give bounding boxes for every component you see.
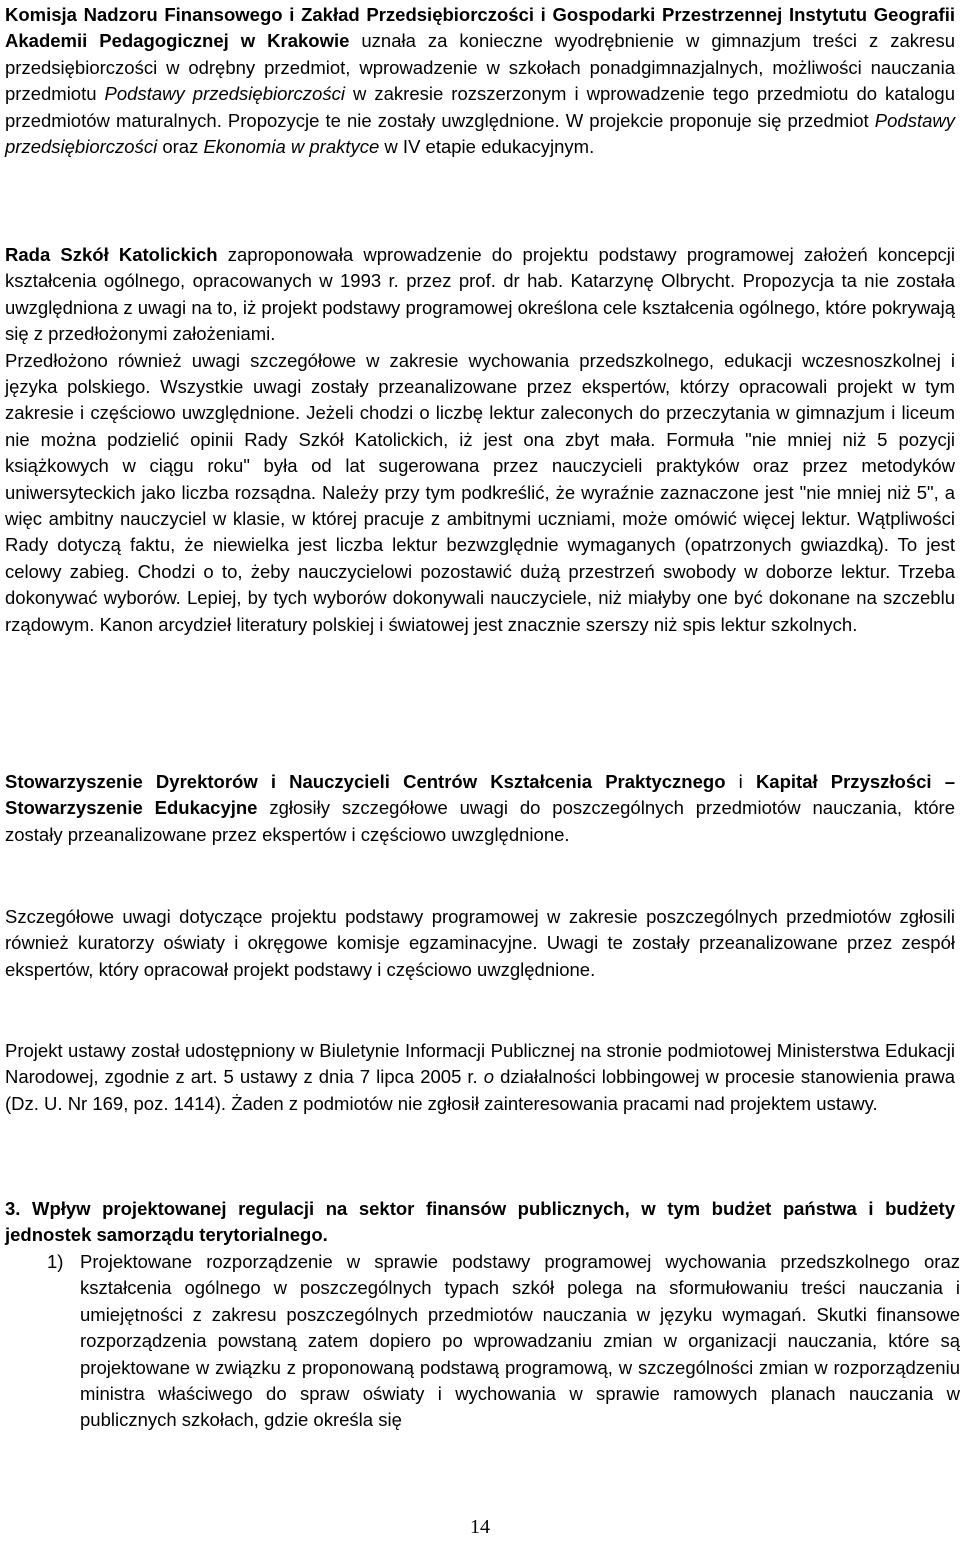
catholic-schools-name: Rada Szkół Katolickich: [5, 244, 218, 265]
association-2-name: Kapitał Przyszłości – Stowarzyszenie Edukacyjne: [5, 771, 955, 819]
commission-name: Komisja Nadzoru Finansowego i Zakład Przedsiębiorczości i Gospodarki Przestrzennej Instytutu Geografii Akademii Pedagogicznej w Krakowie: [5, 4, 955, 52]
paragraph-curators: Szczegółowe uwagi dotyczące projektu podstawy programowej w zakresie poszczególnych przedmiotów zgłosili również kuratorzy oświaty i okręgowe komisje egzaminacyjne. Uwagi te zostały przeanalizowane przez zespół ekspertów, który opracował projekt podstawy i częściowo uwzględnione.: [5, 906, 955, 980]
list-item-number: 1): [47, 1251, 64, 1272]
paragraph-lobbying: Projekt ustawy został udostępniony w Biuletynie Informacji Publicznej na stronie podmiotowej Ministerstwa Edukacji Narodowej, zgodnie z art. 5 ustawy z dnia 7 lipca 2005 r. o działalności lobbingowej w procesie stanowienia prawa (Dz. U. Nr 169, poz. 1414). Żaden z podmiotów nie zgłosił zainteresowania pracami nad projektem ustawy.: [5, 1040, 956, 1114]
association-1-name: Stowarzyszenie Dyrektorów i Nauczycieli Centrów Kształcenia Praktycznego: [5, 771, 726, 792]
list-item-text: Projektowane rozporządzenie w sprawie podstawy programowej wychowania przedszkolnego oraz kształcenia ogólnego w poszczególnych typach szkół polega na sformułowaniu treści nauczania i umiejętności z zakresu poszczególnych przedmiotów nauczania w języku wymagań. Skutki finansowe rozporządzenia powstaną zatem dopiero po wprowadzaniu zmian w organizacji nauczania, które są projektowane w związku z proponowaną podstawą programową, w szczególności zmian w rozporządzeniu ministra właściwego do spraw oświaty i wychowania w sprawie ramowych planach nauczania w publicznych szkołach, gdzie określa się: [80, 1251, 960, 1431]
section-3-heading: 3. Wpływ projektowanej regulacji na sektor finansów publicznych, w tym budżet państwa i budżety jednostek samorządu terytorialnego.: [5, 1198, 955, 1246]
page-number: 14: [470, 1516, 490, 1538]
paragraph-associations: Stowarzyszenie Dyrektorów i Nauczycieli Centrów Kształcenia Praktycznego i Kapitał Przyszłości – Stowarzyszenie Edukacyjne zgłosiły szczegółowe uwagi do poszczególnych przedmiotów nauczania, które zostały przeanalizowane przez ekspertów i częściowo uwzględnione.: [5, 771, 955, 845]
paragraph-catholic-schools: Rada Szkół Katolickich zaproponowała wprowadzenie do projektu podstawy programowej założeń koncepcji kształcenia ogólnego, opracowanych w 1993 r. przez prof. dr hab. Katarzynę Olbrycht. Propozycja ta nie została uwzględniona z uwagi na to, iż projekt podstawy programowej określona cele kształcenia ogólnego, które pokrywają się z przedłożonymi założeniami. Przedłożono również uwagi szczegółowe w zakresie wychowania przedszkolnego, edukacji wczesnoszkolnej i języka polskiego. Wszystkie uwagi zostały przeanalizowane przez ekspertów, którzy opracowali projekt w tym zakresie i częściowo uwzględnione. Jeżeli chodzi o liczbę lektur zaleconych do przeczytania w gimnazjum i liceum nie można podzielić opinii Rady Szkół Katolickich, iż jest ona zbyt mała. Formuła "nie mniej niż 5 pozycji książkowych w ciągu roku" była od lat sugerowana przez nauczycieli praktyków oraz przez metodyków uniwersyteckich jako liczba rozsądna. Należy przy tym podkreślić, że wyraźnie zaznaczone jest "nie mniej niż 5", a więc ambitny nauczyciel w klasie, w której pracuje z ambitnymi uczniami, może omówić więcej lektur. Wątpliwości Rady dotyczą faktu, że niewielka jest liczba lektur bezwzględnie wymaganych (opatrzonych gwiazdką). To jest celowy zabieg. Chodzi o to, żeby nauczycielowi pozostawić dużą przestrzeń swobody w doborze lektur. Trzeba dokonywać wyborów. Lepiej, by tych wyborów dokonywali nauczyciele, niż miałyby one być dokonane na szczeblu rządowym. Kanon arcydzieł literatury polskiej i światowej jest znacznie szerszy niż spis lektur szkolnych.: [5, 244, 955, 635]
paragraph-commission: Komisja Nadzoru Finansowego i Zakład Przedsiębiorczości i Gospodarki Przestrzennej Instytutu Geografii Akademii Pedagogicznej w Krakowie uznała za konieczne wyodrębnienie w gimnazjum treści z zakresu przedsiębiorczości w odrębny przedmiot, wprowadzenie w szkołach ponadgimnazjalnych, możliwości nauczania przedmiotu Podstawy przedsiębiorczości w zakresie rozszerzonym i wprowadzenie tego przedmiotu do katalogu przedmiotów maturalnych. Propozycje te nie zostały uwzględnione. W projekcie proponuje się przedmiot Podstawy przedsiębiorczości oraz Ekonomia w praktyce w IV etapie edukacyjnym.: [5, 4, 955, 158]
